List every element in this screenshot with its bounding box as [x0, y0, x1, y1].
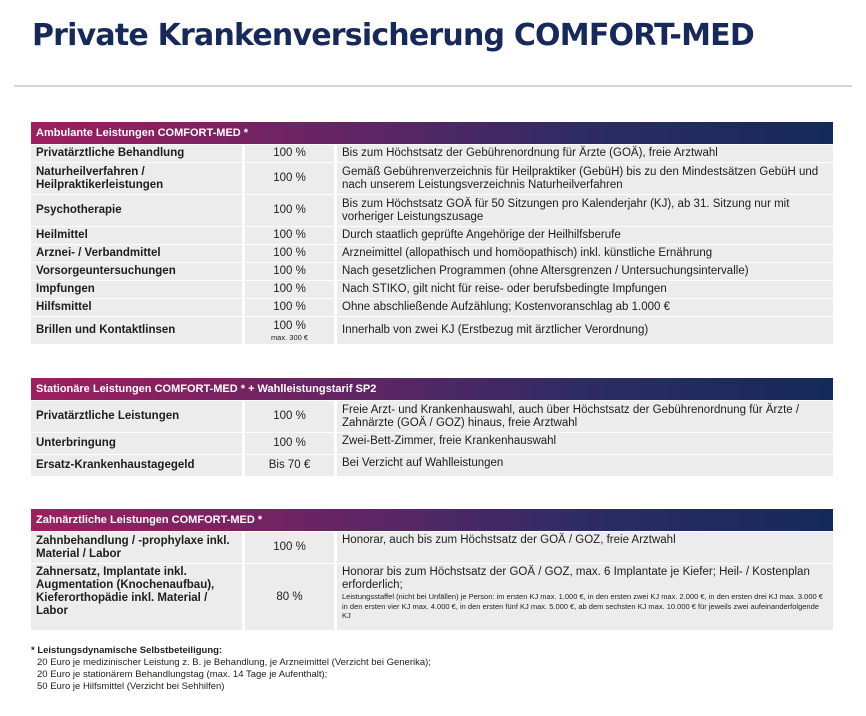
row-label: Naturheilverfahren / Heilpraktikerleistungen [31, 163, 242, 194]
section-header: Stationäre Leistungen COMFORT-MED * + Wahlleistungstarif SP2 [31, 378, 833, 400]
row-label: Impfungen [31, 281, 242, 298]
row-label: Privatärztliche Leistungen [31, 401, 242, 432]
row-percentage: 100 % [245, 299, 334, 316]
row-label: Hilfsmittel [31, 299, 242, 316]
table-row [31, 317, 833, 344]
row-description: Ohne abschließende Aufzählung; Kostenvoranschlag ab 1.000 € [337, 299, 833, 316]
row-percentage: 100 % [245, 245, 334, 262]
table-row [31, 263, 833, 280]
row-description: Innerhalb von zwei KJ (Erstbezug mit ärztlicher Verordnung) [337, 317, 833, 344]
table-row [31, 281, 833, 298]
footnote-heading: * Leistungsdynamische Selbstbeteiligung: [31, 645, 223, 656]
section-zahn [31, 509, 833, 630]
section-header: Zahnärztliche Leistungen COMFORT-MED * [31, 509, 833, 531]
table-row [31, 564, 833, 630]
table-row [31, 163, 833, 194]
table-row [31, 532, 833, 563]
row-description: Honorar, auch bis zum Höchstsatz der GOÄ / GOZ, freie Arztwahl [337, 532, 833, 563]
percentage-note: max. 300 € [270, 332, 309, 342]
table-row [31, 145, 833, 162]
description-staffel: Leistungsstaffel (nicht bei Unfällen) je Person: im ersten KJ max. 1.000 €, in den ersten zwei KJ max. 2.000 €, in den ersten drei KJ max. 3.000 € in den ersten vier KJ max. 4.000 €, in den ersten fünf KJ max. 5.000 €, ab dem sechsten KJ max. 10.000 € für jeweils zwei aufeinanderfolgende KJ [342, 592, 823, 620]
table-row [31, 195, 833, 226]
row-description: Nach gesetzlichen Programmen (ohne Altersgrenzen / Untersuchungsintervalle) [337, 263, 833, 280]
table-row [31, 433, 833, 454]
section-stationaer [31, 378, 833, 476]
row-percentage: 100 % [245, 281, 334, 298]
table-row [31, 245, 833, 262]
row-percentage: 100 % [245, 401, 334, 432]
row-label: Zahnbehandlung / -prophylaxe inkl. Material / Labor [31, 532, 242, 563]
row-label: Unterbringung [31, 433, 242, 454]
row-description: Bei Verzicht auf Wahlleistungen [337, 455, 833, 476]
row-percentage: Bis 70 € [245, 455, 334, 476]
row-description: Nach STIKO, gilt nicht für reise- oder berufsbedingte Impfungen [337, 281, 833, 298]
row-label: Ersatz-Krankenhaustagegeld [31, 455, 242, 476]
row-label: Privatärztliche Behandlung [31, 145, 242, 162]
row-percentage: 80 % [245, 564, 334, 630]
row-description: Arzneimittel (allopathisch und homöopathisch) inkl. künstliche Ernährung [337, 245, 833, 262]
footnote-line: 50 Euro je Hilfsmittel (Verzicht bei Sehhilfen) [37, 681, 225, 692]
page-title: Private Krankenversicherung COMFORT-MED [32, 18, 754, 53]
row-percentage: 100 % [245, 195, 334, 226]
footnote-line: 20 Euro je medizinischer Leistung z. B. je Behandlung, je Arzneimittel (Verzicht bei Generika); [37, 657, 431, 668]
row-percentage: 100 % [245, 263, 334, 280]
row-label: Arznei- / Verbandmittel [31, 245, 242, 262]
row-percentage: 100 % [245, 532, 334, 563]
row-description: Durch staatlich geprüfte Angehörige der Heilhilfsberufe [337, 227, 833, 244]
row-label: Heilmittel [31, 227, 242, 244]
footnote-line: 20 Euro je stationärem Behandlungstag (max. 14 Tage je Aufenthalt); [37, 669, 328, 680]
table-row [31, 299, 833, 316]
row-label: Brillen und Kontaktlinsen [31, 317, 242, 344]
section-header: Ambulante Leistungen COMFORT-MED * [31, 122, 833, 144]
row-description: Gemäß Gebührenverzeichnis für Heilpraktiker (GebüH) bis zu den Mindestsätzen GebüH und nach unserem Leistungsverzeichnis Naturheilverfahren [337, 163, 833, 194]
row-description: Freie Arzt- und Krankenhauswahl, auch über Höchstsatz der Gebührenordnung für Ärzte / Zahnärzte (GOÄ / GOZ) hinaus, freie Arztwahl [337, 401, 833, 432]
row-description: Bis zum Höchstsatz der Gebührenordnung für Ärzte (GOÄ), freie Arztwahl [337, 145, 833, 162]
table-row [31, 401, 833, 432]
row-label: Psychotherapie [31, 195, 242, 226]
row-description: Bis zum Höchstsatz GOÄ für 50 Sitzungen pro Kalenderjahr (KJ), ab 31. Sitzung nur mit vorheriger Leistungszusage [337, 195, 833, 226]
row-label: Vorsorgeuntersuchungen [31, 263, 242, 280]
table-row [31, 455, 833, 476]
percentage-value: 100 % [273, 319, 306, 332]
divider [14, 85, 852, 87]
row-percentage [245, 317, 334, 344]
row-description: Zwei-Bett-Zimmer, freie Krankenhauswahl [337, 433, 833, 454]
row-percentage: 100 % [245, 227, 334, 244]
row-percentage: 100 % [245, 145, 334, 162]
footnote [31, 645, 431, 693]
row-percentage: 100 % [245, 433, 334, 454]
table-row [31, 227, 833, 244]
row-label: Zahnersatz, Implantate inkl. Augmentation (Knochenaufbau), Kieferorthopädie inkl. Material / Labor [31, 564, 242, 630]
description-main: Honorar bis zum Höchstsatz der GOÄ / GOZ, max. 6 Implantate je Kiefer; Heil- / Kostenplan erforderlich; [342, 566, 810, 591]
row-percentage: 100 % [245, 163, 334, 194]
section-ambulant [31, 122, 833, 344]
row-description [337, 564, 833, 630]
